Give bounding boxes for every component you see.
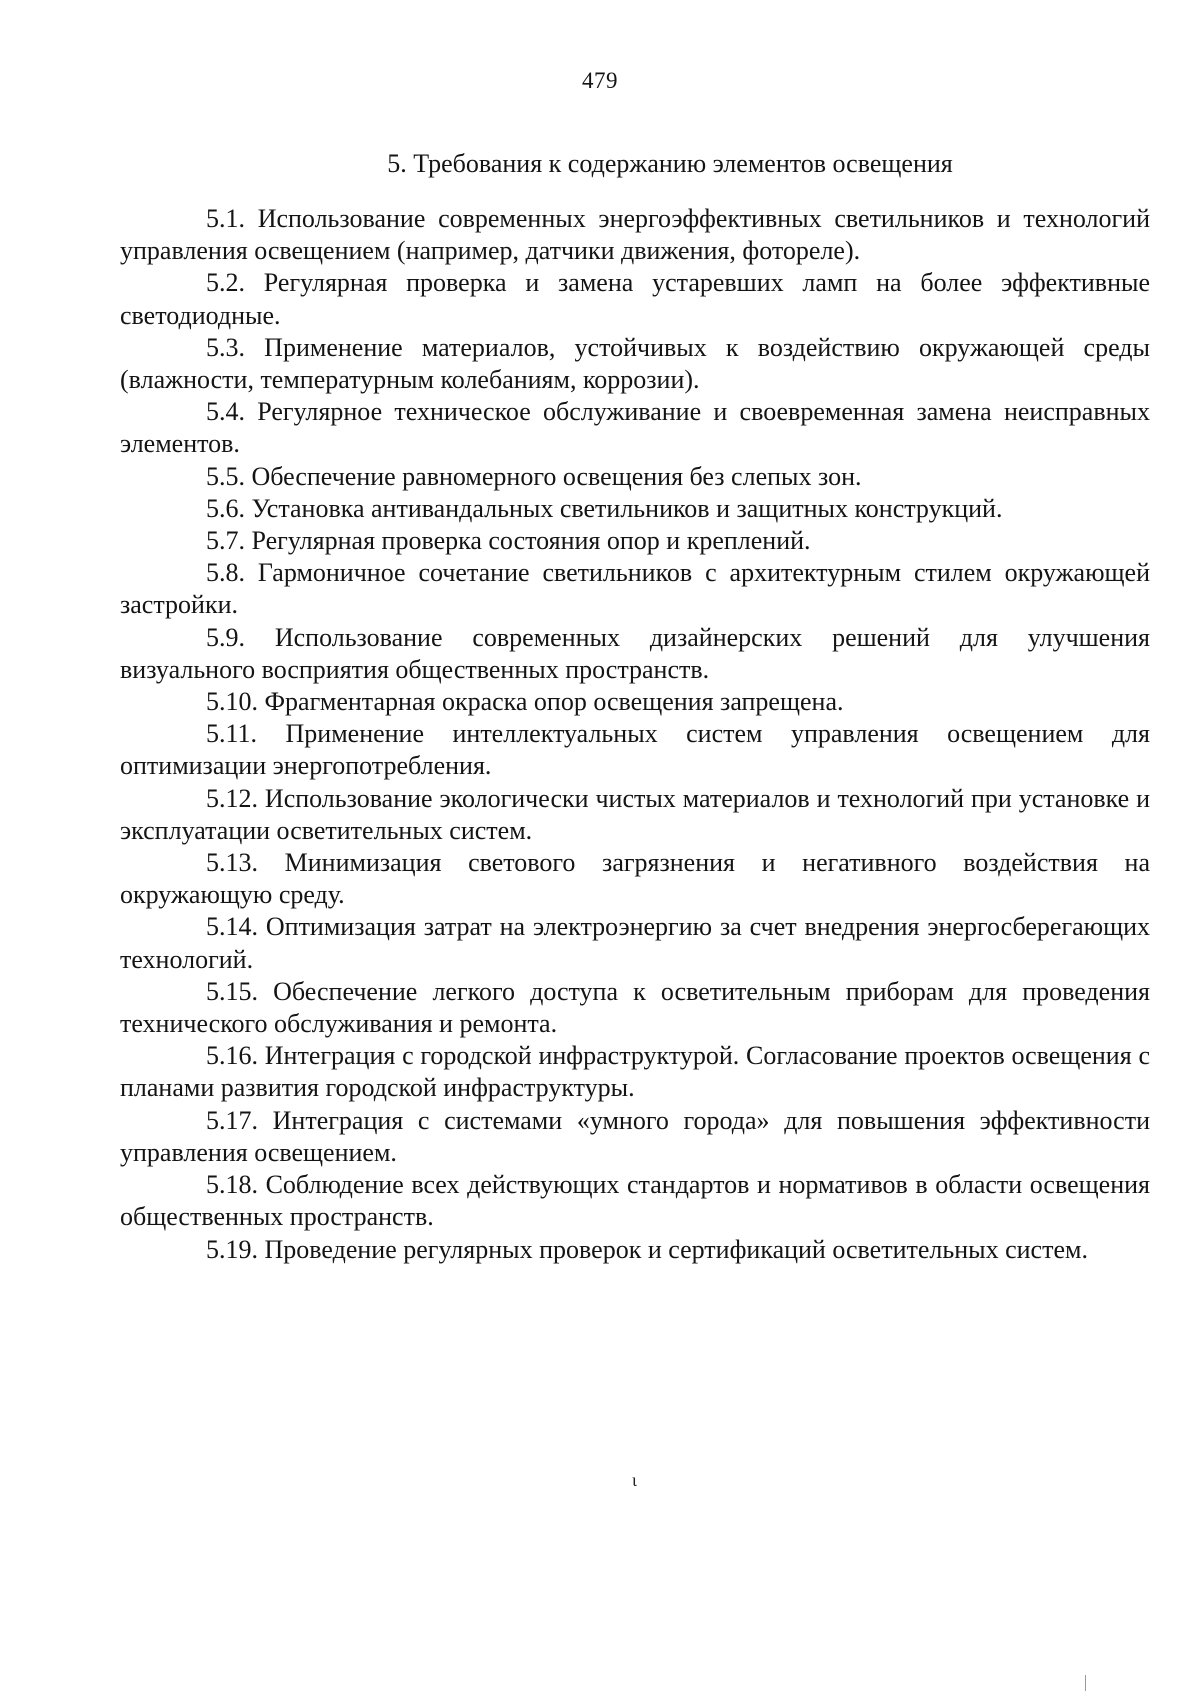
edge-scan-mark [1085, 1675, 1086, 1691]
clause-5-3: 5.3. Применение материалов, устойчивых к воздействию окружающей среды (влажности, температурным колебаниям, коррозии). [120, 332, 1150, 395]
clause-5-9: 5.9. Использование современных дизайнерских решений для улучшения визуального восприятия общественных пространств. [120, 622, 1150, 684]
clause-5-8: 5.8. Гармоничное сочетание светильников с архитектурным стилем окружающей застройки. [120, 558, 1150, 620]
clause-5-15: 5.15. Обеспечение легкого доступа к осветительным приборам для проведения технического обслуживания и ремонта. [120, 976, 1150, 1039]
clause-5-18: 5.18. Соблюдение всех действующих стандартов и нормативов в области освещения общественных пространств. [120, 1170, 1150, 1232]
clause-5-6: 5.6. Установка антивандальных светильников и защитных конструкций. [206, 493, 1003, 523]
clause-5-5: 5.5. Обеспечение равномерного освещения без слепых зон. [206, 461, 862, 491]
clause-list [120, 203, 1150, 1266]
clause-5-10: 5.10. Фрагментарная окраска опор освещения запрещена. [206, 687, 844, 717]
stray-scan-mark: ι [632, 1470, 637, 1490]
clause-5-11: 5.11. Применение интеллектуальных систем управления освещением для оптимизации энергопотребления. [120, 719, 1150, 781]
clause-5-14: 5.14. Оптимизация затрат на электроэнергию за счет внедрения энергосберегающих технологий. [120, 912, 1150, 974]
clause-5-16: 5.16. Интеграция с городской инфраструктурой. Согласование проектов освещения с планами развития городской инфраструктуры. [120, 1041, 1150, 1103]
clause-5-17: 5.17. Интеграция с системами «умного города» для повышения эффективности управления освещением. [120, 1105, 1150, 1167]
clause-5-13: 5.13. Минимизация светового загрязнения и негативного воздействия на окружающую среду. [120, 848, 1150, 910]
clause-5-7: 5.7. Регулярная проверка состояния опор и креплений. [206, 526, 811, 556]
clause-5-1: 5.1. Использование современных энергоэффективных светильников и технологий управления освещением (например, датчики движения, фотореле). [120, 204, 1150, 266]
clause-5-12: 5.12. Использование экологически чистых материалов и технологий при установке и эксплуатации осветительных систем. [120, 783, 1150, 845]
clause-5-2: 5.2. Регулярная проверка и замена устаревших ламп на более эффективные светодиодные. [120, 268, 1150, 330]
page-number: 479 [582, 68, 618, 93]
clause-5-4: 5.4. Регулярное техническое обслуживание и своевременная замена неисправных элементов. [120, 397, 1150, 459]
clause-5-19: 5.19. Проведение регулярных проверок и сертификаций осветительных систем. [206, 1234, 1088, 1264]
section-title: 5. Требования к содержанию элементов освещения [387, 149, 953, 178]
